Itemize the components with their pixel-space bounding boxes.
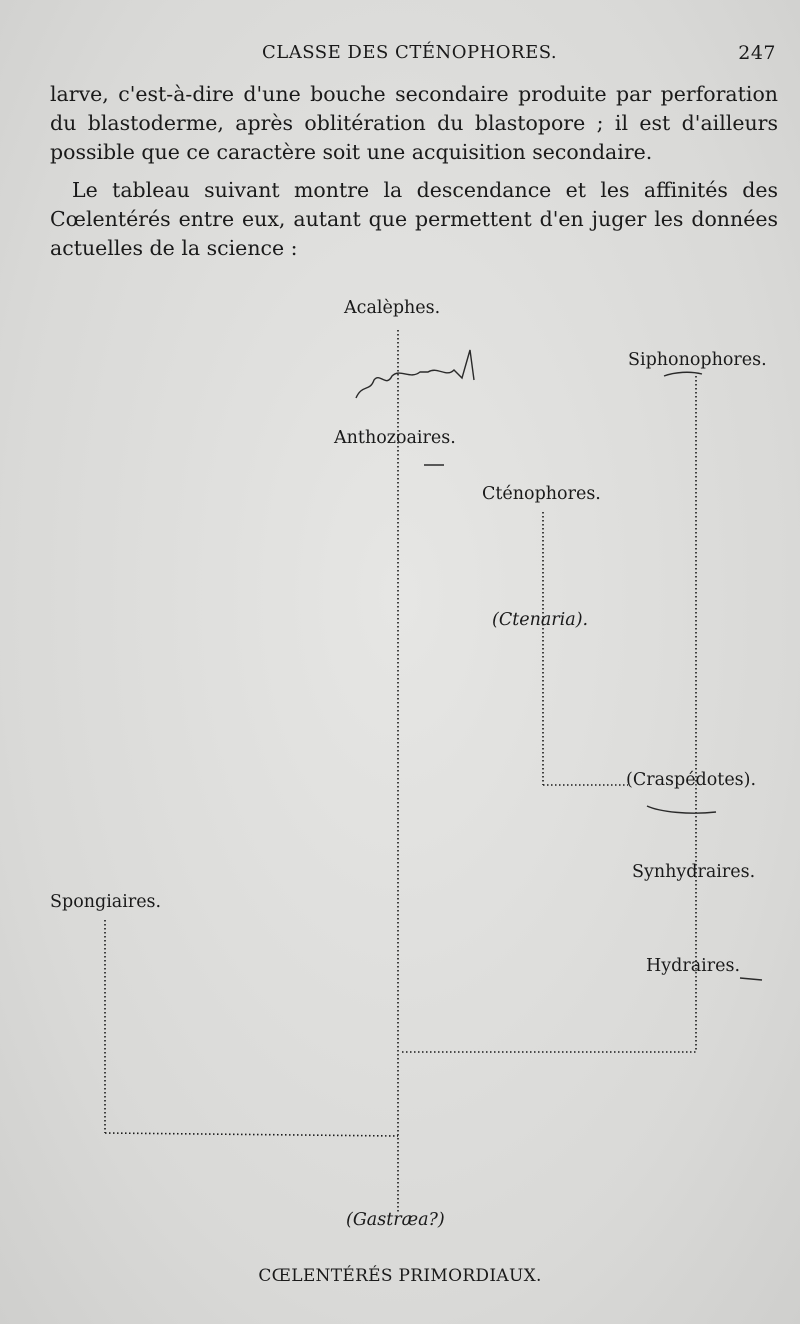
- node-spongiaires: Spongiaires.: [50, 892, 162, 912]
- node-siphonophores: Siphonophores.: [628, 350, 767, 370]
- node-gastraea: (Gastræa?): [346, 1210, 445, 1230]
- paragraph-2: Le tableau suivant montre la descendance et les affinités des Cœlentérés entre eux, autant que permettent d'en juger les données actuelles de la science :: [50, 178, 778, 260]
- node-anthozoaires: Anthozoaires.: [334, 428, 456, 448]
- spongiaires-branch-horizontal: [105, 1133, 398, 1136]
- ink-stroke-craspedotes: [647, 806, 716, 813]
- node-acalephes: Acalèphes.: [344, 298, 441, 318]
- paragraph-1: larve, c'est-à-dire d'une bouche secondaire produite par perforation du blastoderme, après oblitération du blastopore ; il est d'ailleurs possible que ce caractère soit une acquisition secondaire.: [50, 82, 778, 164]
- page-header: [0, 40, 800, 70]
- root-title: CŒLENTÉRÉS PRIMORDIAUX.: [258, 1266, 542, 1286]
- page-number: 247: [738, 42, 776, 64]
- node-synhydraires: Synhydraires.: [632, 862, 756, 882]
- node-craspedotes: (Craspédotes).: [626, 770, 757, 790]
- running-title: CLASSE DES CTÉNOPHORES.: [262, 42, 558, 63]
- ink-stroke-siphonophores: [664, 372, 702, 376]
- node-ctenaria: (Ctenaria).: [492, 610, 589, 630]
- pencil-mark: [356, 350, 474, 398]
- ink-stroke-hydraires: [740, 978, 762, 980]
- node-hydraires: Hydraires.: [646, 956, 741, 976]
- node-ctenophores: Cténophores.: [482, 484, 601, 504]
